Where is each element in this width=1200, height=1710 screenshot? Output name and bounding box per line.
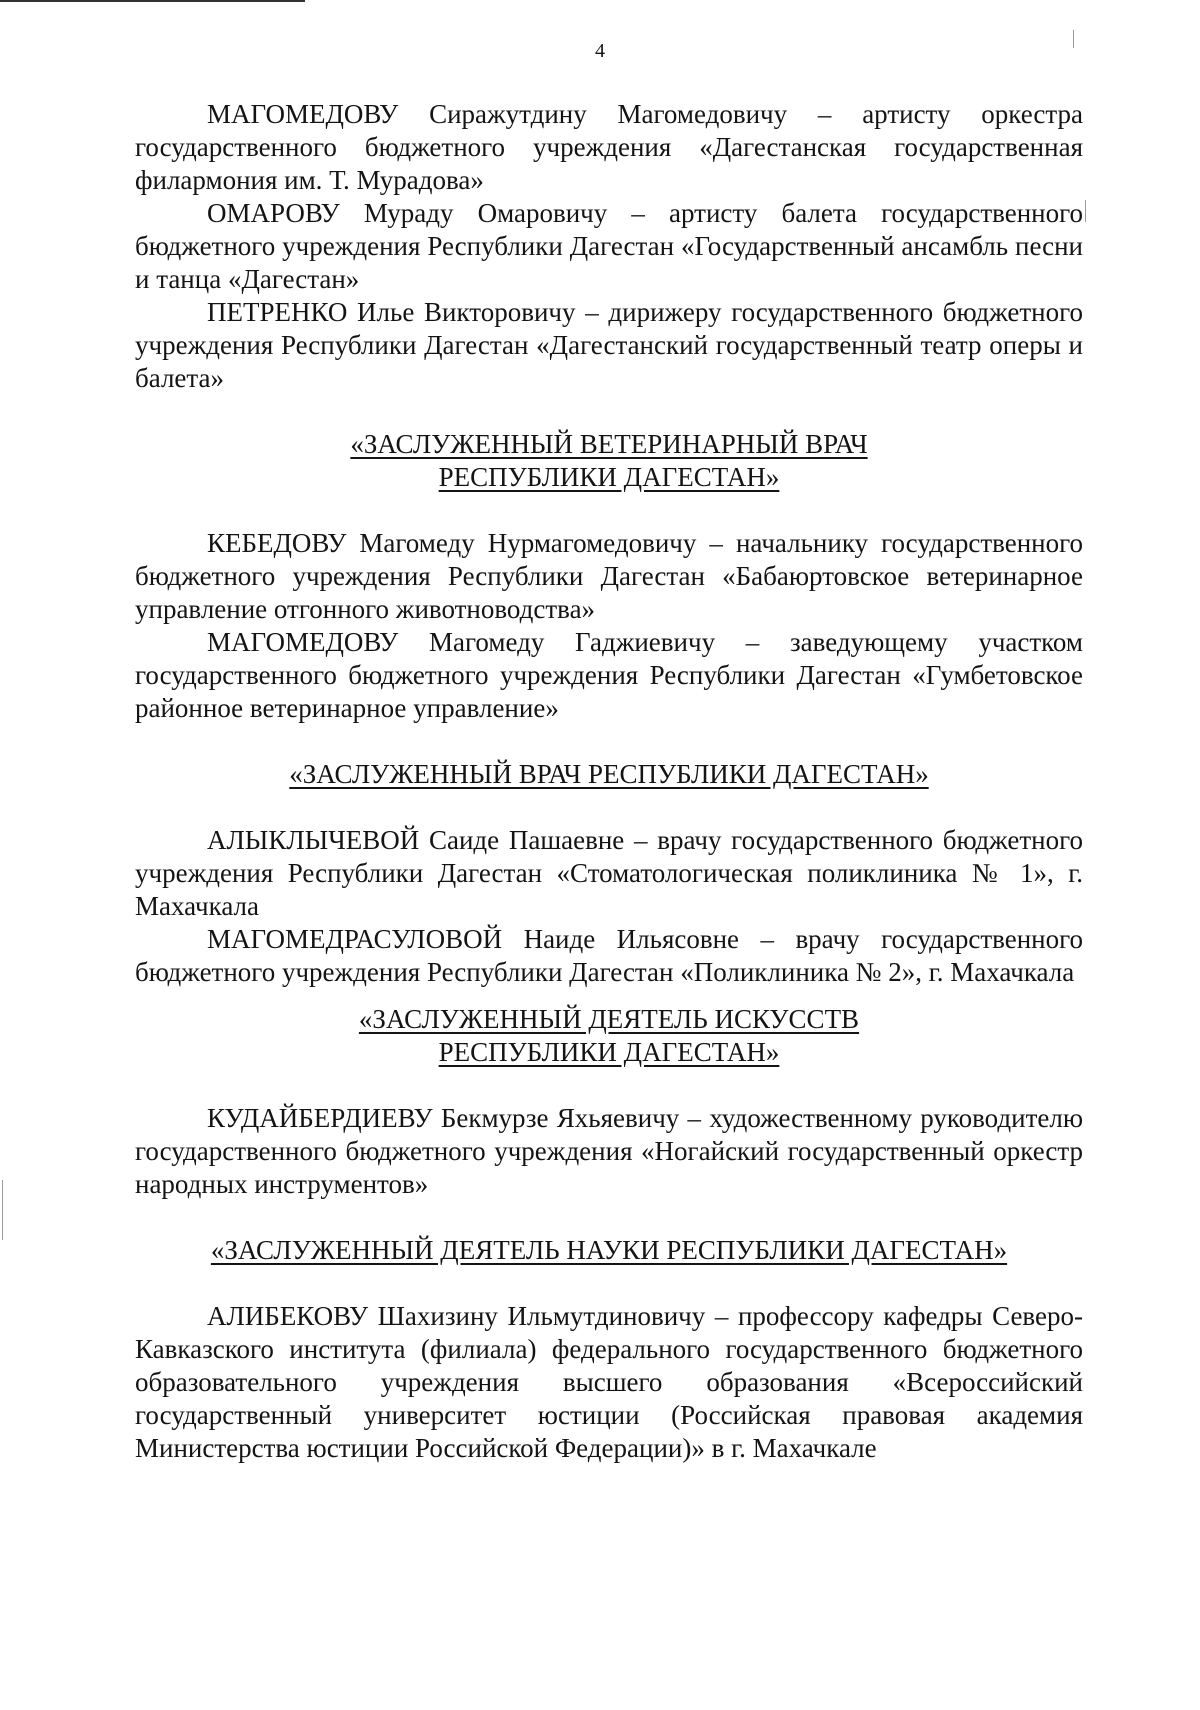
- award-recipient-entry: АЛЫКЛЫЧЕВОЙ Саиде Пашаевне – врачу государственного бюджетного учреждения Республики Дагестан «Стоматологическая поликлиника № 1», г. Махачкала: [135, 825, 1083, 921]
- award-heading: «ЗАСЛУЖЕННЫЙ ВЕТЕРИНАРНЫЙ ВРАЧ: [350, 429, 868, 459]
- scan-edge-line: [0, 0, 305, 2]
- award-recipient-entry: МАГОМЕДОВУ Сиражутдину Магомедовичу – артисту оркестра государственного бюджетного учреждения «Дагестанская государственная филармония им. Т. Мурадова»: [135, 99, 1083, 195]
- award-heading: «ЗАСЛУЖЕННЫЙ ВРАЧ РЕСПУБЛИКИ ДАГЕСТАН»: [289, 759, 929, 789]
- award-recipient-entry: ПЕТРЕНКО Илье Викторовичу – дирижеру государственного бюджетного учреждения Республики Дагестан «Дагестанский государственный театр оперы и балета»: [135, 297, 1083, 393]
- scan-edge-mark: [2, 1180, 3, 1240]
- award-recipient-entry: ОМАРОВУ Мураду Омаровичу – артисту балета государственного бюджетного учреждения Республики Дагестан «Государственный ансамбль песни и танца «Дагестан»: [135, 198, 1083, 294]
- award-heading: «ЗАСЛУЖЕННЫЙ ДЕЯТЕЛЬ НАУКИ РЕСПУБЛИКИ ДАГЕСТАН»: [210, 1235, 1008, 1265]
- award-heading: «ЗАСЛУЖЕННЫЙ ДЕЯТЕЛЬ ИСКУССТВ: [358, 1004, 860, 1034]
- award-recipient-entry: АЛИБЕКОВУ Шахизину Ильмутдиновичу – профессору кафедры Северо-Кавказского института (филиала) федерального государственного бюджетного образовательного учреждения высшего образования «Всероссийский государственный университет юстиции (Российская правовая академия Министерства юстиции Российской Федерации)» в г. Махачкале: [135, 1301, 1083, 1463]
- scan-edge-mark: [1085, 200, 1086, 222]
- award-recipient-entry: МАГОМЕДОВУ Магомеду Гаджиевичу – заведующему участком государственного бюджетного учреждения Республики Дагестан «Гумбетовское районное ветеринарное управление»: [135, 627, 1083, 723]
- award-recipient-entry: КУДАЙБЕРДИЕВУ Бекмурзе Яхьяевичу – художественному руководителю государственного бюджетного учреждения «Ногайский государственный оркестр народных инструментов»: [135, 1103, 1083, 1199]
- award-recipient-entry: КЕБЕДОВУ Магомеду Нурмагомедовичу – начальнику государственного бюджетного учреждения Республики Дагестан «Бабаюртовское ветеринарное управление отгонного животноводства»: [135, 528, 1083, 624]
- page-number: 4: [595, 40, 605, 62]
- award-heading: РЕСПУБЛИКИ ДАГЕСТАН»: [438, 1037, 780, 1067]
- award-recipient-entry: МАГОМЕДРАСУЛОВОЙ Наиде Ильясовне – врачу государственного бюджетного учреждения Республики Дагестан «Поликлиника № 2», г. Махачкала: [135, 924, 1083, 987]
- award-heading: РЕСПУБЛИКИ ДАГЕСТАН»: [438, 462, 780, 492]
- document-body: [135, 98, 1083, 1465]
